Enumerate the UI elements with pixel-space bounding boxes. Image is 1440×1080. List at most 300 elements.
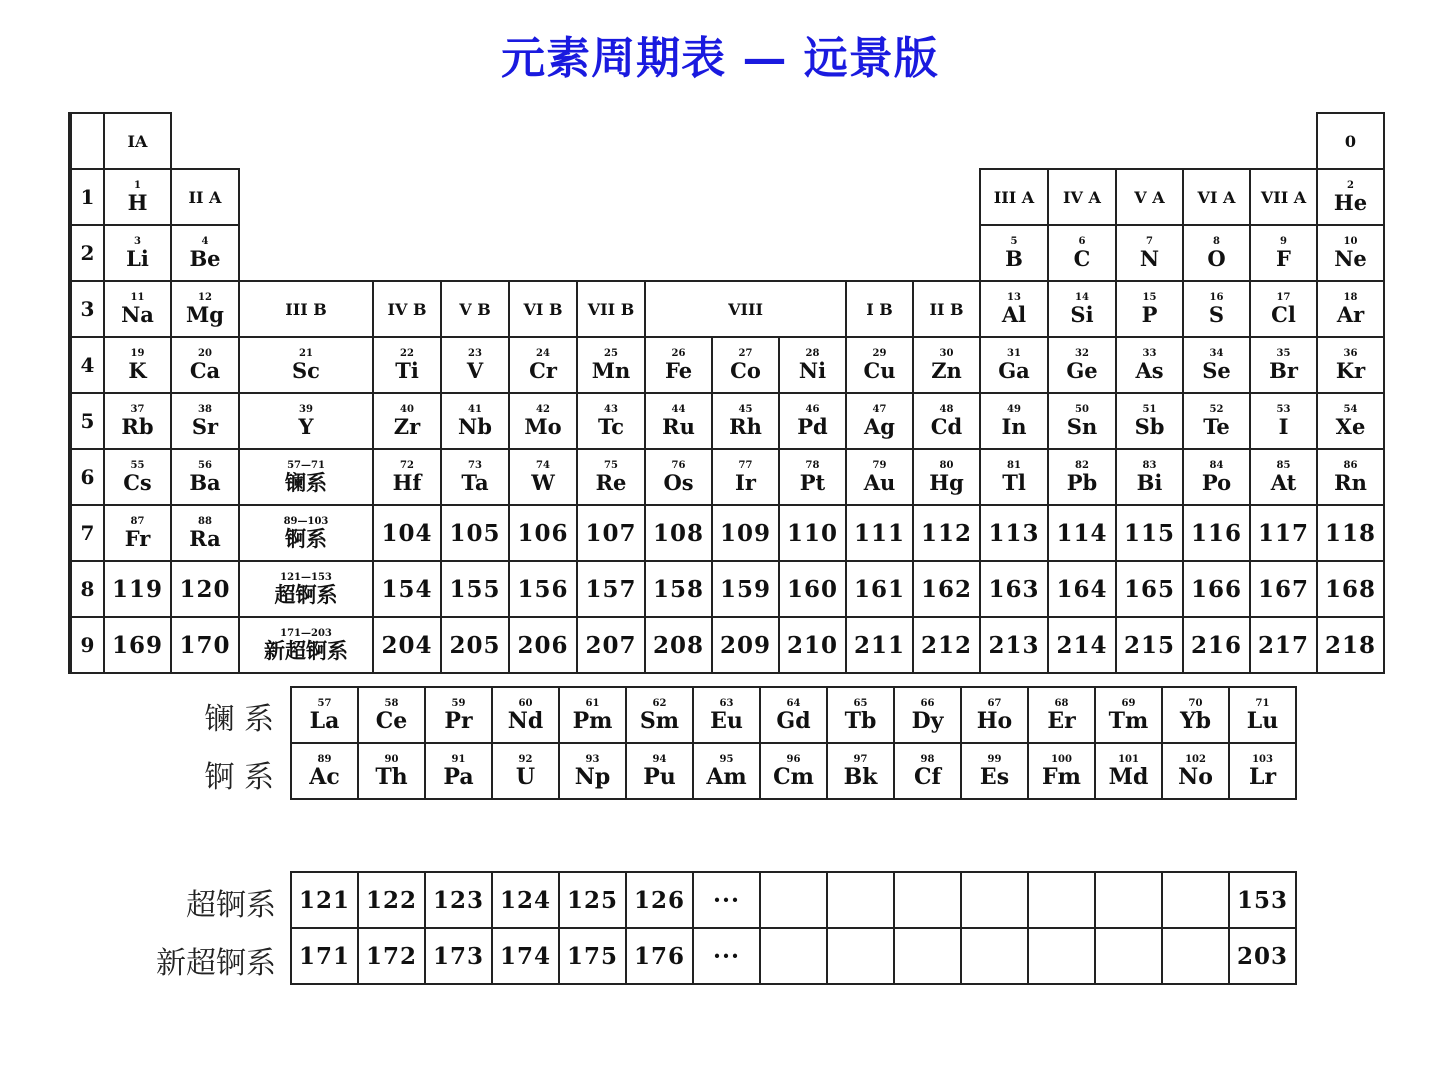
element-cell[interactable] xyxy=(492,872,559,928)
element-cell[interactable] xyxy=(373,561,441,617)
element-cell[interactable] xyxy=(509,617,577,673)
element-cell[interactable] xyxy=(239,393,373,449)
element-cell[interactable] xyxy=(1048,449,1116,505)
element-cell[interactable] xyxy=(239,505,373,561)
element-cell[interactable] xyxy=(291,687,358,743)
element-cell[interactable] xyxy=(1048,281,1116,337)
element-symbol: K xyxy=(128,357,147,383)
element-cell[interactable] xyxy=(980,281,1048,337)
empty-element-cell xyxy=(827,872,894,928)
element-cell[interactable] xyxy=(1317,225,1384,281)
element-cell[interactable] xyxy=(1250,561,1317,617)
element-symbol: Es xyxy=(979,763,1010,790)
element-number: 97 xyxy=(853,753,868,765)
element-symbol: Pu xyxy=(643,763,676,790)
element-number: 218 xyxy=(1324,631,1376,659)
element-cell[interactable] xyxy=(1317,561,1384,617)
group-label-text: III B xyxy=(285,299,327,319)
element-cell[interactable] xyxy=(291,928,358,984)
element-cell[interactable] xyxy=(980,617,1048,673)
element-number: 8 xyxy=(1213,235,1220,247)
element-number: 164 xyxy=(1056,575,1108,603)
element-cell[interactable] xyxy=(645,393,712,449)
element-cell[interactable] xyxy=(1028,743,1095,799)
element-number: 96 xyxy=(786,753,801,765)
corner-cell xyxy=(70,113,104,169)
element-number: 93 xyxy=(585,753,600,765)
element-cell[interactable] xyxy=(509,561,577,617)
element-symbol: H xyxy=(127,189,148,215)
element-cell[interactable] xyxy=(373,505,441,561)
element-cell[interactable] xyxy=(104,393,171,449)
element-cell[interactable] xyxy=(171,337,239,393)
group-label-g17 xyxy=(1250,169,1317,225)
element-cell[interactable] xyxy=(492,743,559,799)
period-row-6 xyxy=(70,449,1384,505)
element-cell[interactable] xyxy=(712,449,779,505)
element-cell[interactable] xyxy=(577,337,645,393)
element-cell[interactable] xyxy=(1048,505,1116,561)
element-cell[interactable] xyxy=(1183,337,1250,393)
element-cell[interactable] xyxy=(509,449,577,505)
element-cell[interactable] xyxy=(1250,393,1317,449)
element-cell[interactable] xyxy=(846,505,913,561)
element-cell[interactable] xyxy=(1250,617,1317,673)
element-cell[interactable] xyxy=(779,337,846,393)
element-cell[interactable] xyxy=(559,928,626,984)
element-cell[interactable] xyxy=(779,617,846,673)
element-number: 46 xyxy=(805,403,820,415)
element-symbol: B xyxy=(1005,245,1023,271)
period-number xyxy=(70,505,104,561)
element-cell[interactable] xyxy=(712,393,779,449)
element-cell[interactable] xyxy=(712,337,779,393)
element-symbol: Ra xyxy=(189,525,221,551)
element-cell[interactable] xyxy=(760,687,827,743)
element-cell[interactable] xyxy=(559,743,626,799)
element-number: 31 xyxy=(1007,347,1021,359)
element-number: 16 xyxy=(1209,291,1224,303)
element-cell[interactable] xyxy=(171,561,239,617)
element-symbol: Li xyxy=(126,245,149,271)
element-cell[interactable] xyxy=(171,225,239,281)
element-cell[interactable] xyxy=(645,449,712,505)
superactinide-series-label: 超锕系 xyxy=(186,888,276,923)
element-cell[interactable] xyxy=(509,337,577,393)
period-row-7 xyxy=(70,505,1384,561)
element-number: 53 xyxy=(1276,403,1291,415)
element-cell[interactable] xyxy=(894,743,961,799)
element-cell[interactable] xyxy=(846,393,913,449)
element-cell[interactable] xyxy=(441,393,509,449)
element-number: 29 xyxy=(872,347,887,359)
element-number: 171—203 xyxy=(280,627,332,639)
element-number: 95 xyxy=(719,753,734,765)
element-cell[interactable] xyxy=(1183,225,1250,281)
element-cell[interactable] xyxy=(712,561,779,617)
element-number: 24 xyxy=(536,347,550,359)
element-cell[interactable] xyxy=(980,225,1048,281)
element-cell[interactable] xyxy=(1229,928,1296,984)
element-cell[interactable] xyxy=(1116,449,1183,505)
element-symbol: Am xyxy=(706,763,747,790)
element-cell[interactable] xyxy=(104,617,171,673)
empty-element-cell xyxy=(1028,872,1095,928)
element-cell[interactable] xyxy=(1317,337,1384,393)
element-number: 82 xyxy=(1075,459,1089,471)
element-cell[interactable] xyxy=(1048,561,1116,617)
element-cell[interactable] xyxy=(1250,449,1317,505)
element-cell[interactable] xyxy=(779,505,846,561)
empty-element-cell xyxy=(1162,928,1229,984)
element-number: 84 xyxy=(1209,459,1224,471)
element-cell[interactable] xyxy=(693,928,760,984)
element-cell[interactable] xyxy=(913,505,980,561)
element-cell[interactable] xyxy=(961,687,1028,743)
element-number: 167 xyxy=(1257,575,1309,603)
element-cell[interactable] xyxy=(980,337,1048,393)
group-label-g13 xyxy=(980,169,1048,225)
element-symbol: C xyxy=(1073,245,1091,271)
element-cell[interactable] xyxy=(291,743,358,799)
element-cell[interactable] xyxy=(693,687,760,743)
element-symbol: Gd xyxy=(776,707,811,734)
element-cell[interactable] xyxy=(1317,505,1384,561)
element-number: 102 xyxy=(1185,753,1206,765)
element-cell[interactable] xyxy=(425,928,492,984)
element-cell[interactable] xyxy=(779,393,846,449)
element-number: 117 xyxy=(1257,519,1309,547)
element-cell[interactable] xyxy=(1183,617,1250,673)
element-number: 59 xyxy=(451,697,466,709)
lanthanide-row xyxy=(291,687,1296,743)
element-cell[interactable] xyxy=(104,225,171,281)
element-number: 118 xyxy=(1324,519,1376,547)
element-cell[interactable] xyxy=(171,449,239,505)
element-number: 2 xyxy=(1347,179,1354,191)
element-cell[interactable] xyxy=(1116,225,1183,281)
element-cell[interactable] xyxy=(1116,617,1183,673)
element-cell[interactable] xyxy=(492,687,559,743)
element-cell[interactable] xyxy=(373,617,441,673)
element-cell[interactable] xyxy=(1317,393,1384,449)
element-symbol: Sb xyxy=(1134,413,1165,439)
element-number: 74 xyxy=(536,459,550,471)
element-cell[interactable] xyxy=(358,928,425,984)
empty-element-cell xyxy=(760,928,827,984)
element-cell[interactable] xyxy=(1028,687,1095,743)
element-cell[interactable] xyxy=(712,505,779,561)
element-cell[interactable] xyxy=(1317,281,1384,337)
actinide-row xyxy=(291,743,1296,799)
element-cell[interactable] xyxy=(980,561,1048,617)
element-number: 124 xyxy=(499,886,551,914)
element-symbol: Tm xyxy=(1108,707,1149,734)
element-cell[interactable] xyxy=(441,449,509,505)
superactinide-row xyxy=(291,872,1296,928)
element-number: 47 xyxy=(872,403,887,415)
element-number: 172 xyxy=(365,942,417,970)
element-symbol: Zr xyxy=(393,413,421,439)
element-cell[interactable] xyxy=(577,505,645,561)
element-number: 103 xyxy=(1252,753,1273,765)
empty-element-cell xyxy=(1162,872,1229,928)
element-number: 5 xyxy=(1010,235,1018,247)
element-number: 25 xyxy=(604,347,618,359)
element-cell[interactable] xyxy=(913,449,980,505)
element-cell[interactable] xyxy=(1229,872,1296,928)
element-cell[interactable] xyxy=(980,505,1048,561)
period-number xyxy=(70,337,104,393)
element-number: 114 xyxy=(1056,519,1108,547)
element-cell[interactable] xyxy=(358,743,425,799)
element-cell[interactable] xyxy=(1317,169,1384,225)
period-row-4 xyxy=(70,337,1384,393)
element-symbol: O xyxy=(1207,245,1226,271)
element-cell[interactable] xyxy=(645,505,712,561)
element-number: 61 xyxy=(585,697,600,709)
element-cell[interactable] xyxy=(1048,337,1116,393)
element-cell[interactable] xyxy=(239,449,373,505)
group-label-g18 xyxy=(1317,113,1384,169)
element-cell[interactable] xyxy=(441,337,509,393)
element-cell[interactable] xyxy=(239,561,373,617)
element-cell[interactable] xyxy=(693,743,760,799)
element-number: 65 xyxy=(853,697,868,709)
element-number: 76 xyxy=(671,459,686,471)
element-cell[interactable] xyxy=(980,393,1048,449)
element-number: 1 xyxy=(134,179,141,191)
element-cell[interactable] xyxy=(373,337,441,393)
element-cell[interactable] xyxy=(1250,505,1317,561)
element-number: 165 xyxy=(1123,575,1175,603)
element-symbol: Pa xyxy=(443,763,474,790)
element-number: 211 xyxy=(853,631,905,659)
element-number: 207 xyxy=(585,631,637,659)
element-cell[interactable] xyxy=(626,872,693,928)
element-symbol: Co xyxy=(730,357,761,383)
element-symbol: P xyxy=(1141,301,1158,327)
element-number: 4 xyxy=(201,235,209,247)
element-cell[interactable] xyxy=(1048,617,1116,673)
element-number: 173 xyxy=(432,942,484,970)
element-cell[interactable] xyxy=(492,928,559,984)
element-cell[interactable] xyxy=(1183,393,1250,449)
actinide-series-label: 锕 系 xyxy=(204,760,274,795)
element-cell[interactable] xyxy=(104,449,171,505)
element-number: 171 xyxy=(298,942,350,970)
element-cell[interactable] xyxy=(1183,449,1250,505)
element-number: 30 xyxy=(939,347,954,359)
element-number: 92 xyxy=(518,753,533,765)
element-cell[interactable] xyxy=(239,617,373,673)
element-number: 214 xyxy=(1056,631,1108,659)
period-number xyxy=(70,449,104,505)
element-cell[interactable] xyxy=(171,617,239,673)
element-number: ··· xyxy=(712,886,741,914)
element-number: 157 xyxy=(585,575,637,603)
element-number: 35 xyxy=(1276,347,1291,359)
element-symbol: N xyxy=(1139,245,1160,271)
element-cell[interactable] xyxy=(1183,561,1250,617)
element-cell[interactable] xyxy=(1048,225,1116,281)
element-cell[interactable] xyxy=(1229,743,1296,799)
element-cell[interactable] xyxy=(712,617,779,673)
period-number-text: 7 xyxy=(80,521,95,545)
element-cell[interactable] xyxy=(913,617,980,673)
element-number: 153 xyxy=(1236,886,1288,914)
element-cell[interactable] xyxy=(291,872,358,928)
element-cell[interactable] xyxy=(846,337,913,393)
new-superactinide-row xyxy=(291,928,1296,984)
element-cell[interactable] xyxy=(645,561,712,617)
element-number: 107 xyxy=(585,519,637,547)
element-symbol: Mg xyxy=(186,301,224,327)
element-symbol: Be xyxy=(189,245,221,271)
element-cell[interactable] xyxy=(171,281,239,337)
element-cell[interactable] xyxy=(577,561,645,617)
element-cell[interactable] xyxy=(441,561,509,617)
element-cell[interactable] xyxy=(559,872,626,928)
element-cell[interactable] xyxy=(577,617,645,673)
element-cell[interactable] xyxy=(358,687,425,743)
group-label-text: VII B xyxy=(587,299,635,319)
element-symbol: Er xyxy=(1047,707,1076,734)
element-symbol: 镧系 xyxy=(285,469,327,495)
element-cell[interactable] xyxy=(239,337,373,393)
element-cell[interactable] xyxy=(373,449,441,505)
element-symbol: 锕系 xyxy=(285,525,327,551)
element-number: 20 xyxy=(198,347,212,359)
element-symbol: Hg xyxy=(929,469,964,495)
element-symbol: W xyxy=(531,469,555,495)
element-cell[interactable] xyxy=(913,337,980,393)
element-number: 10 xyxy=(1343,235,1358,247)
element-cell[interactable] xyxy=(1250,225,1317,281)
element-cell[interactable] xyxy=(645,617,712,673)
element-cell[interactable] xyxy=(1162,687,1229,743)
element-cell[interactable] xyxy=(358,872,425,928)
element-cell[interactable] xyxy=(827,743,894,799)
element-cell[interactable] xyxy=(760,743,827,799)
element-symbol: Tb xyxy=(844,707,877,734)
empty-space xyxy=(171,113,1317,169)
element-number: 32 xyxy=(1075,347,1089,359)
element-cell[interactable] xyxy=(104,169,171,225)
group-label-g1 xyxy=(104,113,171,169)
element-cell[interactable] xyxy=(1095,743,1162,799)
superactinide-table xyxy=(290,871,1297,985)
element-cell[interactable] xyxy=(509,505,577,561)
element-cell[interactable] xyxy=(626,743,693,799)
element-symbol: Pr xyxy=(444,707,473,734)
element-cell[interactable] xyxy=(1116,505,1183,561)
element-cell[interactable] xyxy=(626,928,693,984)
element-cell[interactable] xyxy=(559,687,626,743)
element-cell[interactable] xyxy=(913,561,980,617)
element-symbol: Sn xyxy=(1066,413,1098,439)
element-cell[interactable] xyxy=(441,505,509,561)
element-cell[interactable] xyxy=(104,505,171,561)
element-symbol: S xyxy=(1208,301,1225,327)
element-symbol: Si xyxy=(1070,301,1094,327)
element-cell[interactable] xyxy=(1048,393,1116,449)
element-cell[interactable] xyxy=(894,687,961,743)
period-number-text: 1 xyxy=(80,185,95,209)
element-number: 57—71 xyxy=(287,459,325,471)
element-cell[interactable] xyxy=(104,281,171,337)
element-number: 125 xyxy=(566,886,618,914)
element-cell[interactable] xyxy=(1116,393,1183,449)
element-cell[interactable] xyxy=(425,743,492,799)
element-number: 212 xyxy=(920,631,972,659)
element-symbol: La xyxy=(309,707,340,734)
element-cell[interactable] xyxy=(846,561,913,617)
element-cell[interactable] xyxy=(104,337,171,393)
element-cell[interactable] xyxy=(846,617,913,673)
element-cell[interactable] xyxy=(1116,337,1183,393)
element-cell[interactable] xyxy=(779,561,846,617)
element-number: 44 xyxy=(671,403,686,415)
element-cell[interactable] xyxy=(1250,337,1317,393)
element-cell[interactable] xyxy=(1183,281,1250,337)
element-cell[interactable] xyxy=(693,872,760,928)
empty-element-cell xyxy=(961,928,1028,984)
element-cell[interactable] xyxy=(425,687,492,743)
element-number: 9 xyxy=(1280,235,1287,247)
element-cell[interactable] xyxy=(373,393,441,449)
element-cell[interactable] xyxy=(645,337,712,393)
element-cell[interactable] xyxy=(425,872,492,928)
element-cell[interactable] xyxy=(827,687,894,743)
element-number: 160 xyxy=(786,575,838,603)
element-number: 80 xyxy=(939,459,954,471)
element-cell[interactable] xyxy=(171,393,239,449)
group-label-g12 xyxy=(913,281,980,337)
element-symbol: Nb xyxy=(458,413,492,439)
group-label-g3 xyxy=(239,281,373,337)
element-cell[interactable] xyxy=(577,449,645,505)
element-cell[interactable] xyxy=(1183,505,1250,561)
element-cell[interactable] xyxy=(1162,743,1229,799)
element-cell[interactable] xyxy=(980,449,1048,505)
element-cell[interactable] xyxy=(577,393,645,449)
element-symbol: He xyxy=(1333,189,1368,215)
element-cell[interactable] xyxy=(509,393,577,449)
element-cell[interactable] xyxy=(626,687,693,743)
element-cell[interactable] xyxy=(1250,281,1317,337)
element-number: 15 xyxy=(1142,291,1157,303)
element-cell[interactable] xyxy=(846,449,913,505)
element-symbol: F xyxy=(1276,245,1291,271)
element-cell[interactable] xyxy=(1116,561,1183,617)
element-cell[interactable] xyxy=(1116,281,1183,337)
element-number: 208 xyxy=(652,631,704,659)
element-symbol: Ni xyxy=(798,357,827,383)
element-cell[interactable] xyxy=(171,505,239,561)
element-cell[interactable] xyxy=(913,393,980,449)
element-cell[interactable] xyxy=(104,561,171,617)
element-cell[interactable] xyxy=(441,617,509,673)
element-cell[interactable] xyxy=(1229,687,1296,743)
element-cell[interactable] xyxy=(1095,687,1162,743)
element-cell[interactable] xyxy=(1317,617,1384,673)
element-cell[interactable] xyxy=(1317,449,1384,505)
element-cell[interactable] xyxy=(961,743,1028,799)
group-label-g14 xyxy=(1048,169,1116,225)
element-cell[interactable] xyxy=(779,449,846,505)
period-number xyxy=(70,169,104,225)
